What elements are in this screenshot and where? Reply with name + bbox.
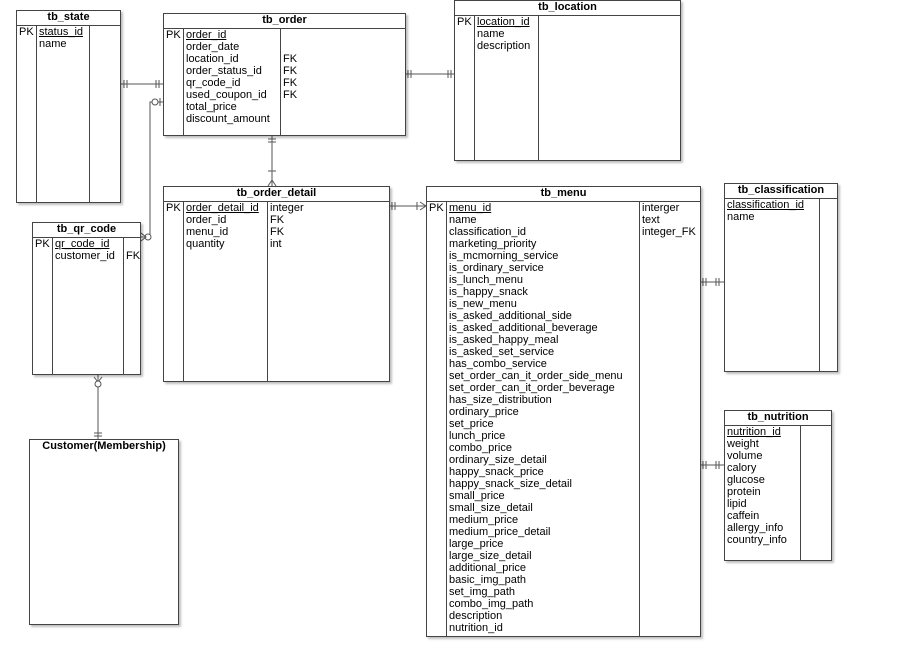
field-cell: used_coupon_id — [186, 89, 267, 101]
key-cell: PK — [166, 29, 181, 41]
field-cell: order_id — [186, 214, 227, 226]
table-title: tb_location — [455, 1, 680, 16]
type-cell — [124, 238, 140, 250]
field-cell: order_status_id — [186, 65, 262, 77]
field-cell: has_combo_service — [449, 358, 547, 370]
field-cell: description — [477, 40, 531, 52]
table-tb-location[interactable] — [454, 0, 681, 161]
field-cell: is_ordinary_service — [449, 262, 544, 274]
field-cell: order_id — [186, 29, 227, 41]
field-cell: set_order_can_it_order_beverage — [449, 382, 615, 394]
field-cell: lunch_price — [449, 430, 506, 442]
field-cell: caffein — [727, 510, 760, 522]
field-cell: order_detail_id — [186, 202, 259, 214]
field-cell: volume — [727, 450, 763, 462]
table-title: Customer(Membership) — [42, 440, 166, 452]
field-cell: classification_id — [727, 199, 805, 211]
field-cell: description — [449, 610, 503, 622]
field-cell: menu_id — [449, 202, 492, 214]
table-title: tb_qr_code — [33, 223, 140, 238]
type-cell: FK — [283, 65, 298, 77]
table-tb-order-detail[interactable] — [163, 186, 390, 382]
table-customer-membership[interactable] — [29, 439, 179, 625]
type-cell: int — [270, 238, 282, 250]
key-cell: PK — [35, 238, 50, 250]
field-cell: is_asked_set_service — [449, 346, 555, 358]
field-cell: menu_id — [186, 226, 229, 238]
field-cell: set_img_path — [449, 586, 516, 598]
field-cell: location_id — [477, 16, 530, 28]
field-cell: ordinary_size_detail — [449, 454, 547, 466]
field-cell: is_asked_additional_side — [449, 310, 572, 322]
field-cell: nutrition_id — [727, 426, 781, 438]
type-cell: interger — [642, 202, 680, 214]
field-cell: status_id — [39, 26, 84, 38]
type-cell: FK — [283, 89, 298, 101]
field-cell: qr_code_id — [55, 238, 110, 250]
key-cell: PK — [19, 26, 34, 38]
field-cell: location_id — [186, 53, 239, 65]
type-cell — [281, 29, 405, 41]
field-cell: is_mcmorning_service — [449, 250, 559, 262]
field-cell: combo_price — [449, 442, 512, 454]
field-cell: medium_price — [449, 514, 519, 526]
field-cell: small_price — [449, 490, 505, 502]
field-cell: is_asked_happy_meal — [449, 334, 559, 346]
type-cell: FK — [126, 250, 141, 262]
table-tb-nutrition[interactable] — [724, 410, 832, 561]
type-cell: text — [642, 214, 660, 226]
key-cell: PK — [166, 202, 181, 214]
field-cell: set_order_can_it_order_side_menu — [449, 370, 623, 382]
table-tb-order[interactable] — [163, 13, 406, 136]
field-cell: glucose — [727, 474, 765, 486]
field-cell: name — [449, 214, 477, 226]
field-cell: set_price — [449, 418, 494, 430]
table-title: tb_order — [164, 14, 405, 29]
field-cell: is_happy_snack — [449, 286, 528, 298]
field-cell: large_size_detail — [449, 550, 532, 562]
field-cell: order_date — [186, 41, 240, 53]
table-title: tb_order_detail — [164, 187, 389, 202]
field-cell: classification_id — [449, 226, 527, 238]
field-cell: qr_code_id — [186, 77, 241, 89]
type-cell: integer_FK — [642, 226, 696, 238]
field-cell: protein — [727, 486, 761, 498]
type-cell: FK — [270, 226, 285, 238]
field-cell: total_price — [186, 101, 237, 113]
field-cell: nutrition_id — [449, 622, 503, 634]
table-title: tb_nutrition — [725, 411, 831, 426]
table-title: tb_classification — [725, 184, 837, 199]
field-cell: customer_id — [55, 250, 115, 262]
field-cell: country_info — [727, 534, 787, 546]
field-cell: is_new_menu — [449, 298, 517, 310]
field-cell: weight — [727, 438, 759, 450]
field-cell: basic_img_path — [449, 574, 527, 586]
field-cell: lipid — [727, 498, 747, 510]
field-cell: quantity — [186, 238, 225, 250]
field-cell: allergy_info — [727, 522, 784, 534]
field-cell: large_price — [449, 538, 504, 550]
field-cell: ordinary_price — [449, 406, 519, 418]
table-title: tb_state — [17, 11, 120, 26]
type-cell: FK — [283, 77, 298, 89]
field-cell: discount_amount — [186, 113, 270, 125]
field-cell: calory — [727, 462, 757, 474]
table-tb-menu[interactable] — [426, 186, 701, 637]
field-cell: combo_img_path — [449, 598, 534, 610]
field-cell: is_asked_additional_beverage — [449, 322, 598, 334]
type-cell — [281, 41, 405, 53]
field-cell: small_size_detail — [449, 502, 533, 514]
key-cell: PK — [429, 202, 444, 214]
table-tb-classification[interactable] — [724, 183, 838, 372]
type-cell: FK — [270, 214, 285, 226]
field-cell: happy_snack_price — [449, 466, 544, 478]
field-cell: is_lunch_menu — [449, 274, 523, 286]
table-tb-qr-code[interactable] — [32, 222, 141, 375]
field-cell: name — [39, 38, 67, 50]
field-cell: medium_price_detail — [449, 526, 551, 538]
field-cell: has_size_distribution — [449, 394, 552, 406]
table-title: tb_menu — [427, 187, 700, 202]
type-cell: FK — [283, 53, 298, 65]
type-cell: integer — [270, 202, 304, 214]
rel-qrcode-order — [141, 102, 163, 237]
key-cell: PK — [457, 16, 472, 28]
field-cell: happy_snack_size_detail — [449, 478, 572, 490]
field-cell: name — [727, 211, 755, 223]
table-tb-state[interactable] — [16, 10, 121, 203]
field-cell: additional_price — [449, 562, 527, 574]
field-cell: name — [477, 28, 505, 40]
field-cell: marketing_priority — [449, 238, 537, 250]
